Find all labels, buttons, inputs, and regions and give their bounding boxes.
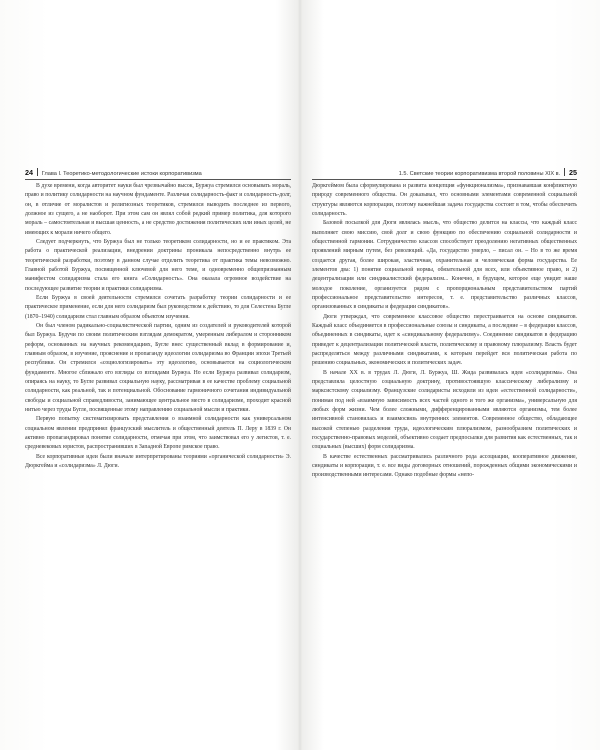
paragraph: Дюркгеймом была сформулирована и развита концепция «функционализма», признававшая конфликтную природу современного общества. Он доказывал, что основными элементами современной социальной структуры являются корпорации, поэтому важнейшая задача государства состоит в том, чтобы обеспечить солидарность. <box>312 183 577 217</box>
left-body-text <box>25 182 291 471</box>
right-page <box>302 0 600 750</box>
running-head-separator <box>37 168 38 176</box>
paragraph: В духе времени, когда авторитет науки был чрезвычайно высок, Буржуа стремился основывать мораль, право и политику солидарности на научном фундаменте. Различая солидарность-факт и солидарность-долг, он, в отличие от моралистов и религиозных теоретиков, стремился выводить последнее из первого, должное из сущего, а не наоборот. При этом сам он являл собой редкий пример политика, для которого мораль – самостоятельная и высшая ценность, а не средство достижения политических или иных целей, не имеющих к морали ничего общего. <box>25 183 291 236</box>
right-body-text <box>312 182 577 481</box>
right-running-head <box>312 167 577 180</box>
paragraph: Если Буржуа в своей деятельности стремился сочетать разработку теории солидарности и ее практическое применение, если для него солидаризм был руководством к действию, то для Селестена Бугле (1870–1940) солидаризм стал главным образом объектом изучения. <box>25 294 291 320</box>
paragraph: Следует подчеркнуть, что Буржуа был не только теоретиком солидарности, но и ее практиком. Эта работа о практической реализации, внедрении доктрины проникала непосредственно внутрь ее теоретической разработки, поэтому в данном случае отделить теоретика от практика темы невозможно. Главной работой Буржуа, посвященной ключевой для него теме, и одновременно общепризнанным манифестом солидаризма стала его книга «Солидарность». Она оказала огромное воздействие на последующее развитие теории и практики солидаризма. <box>25 238 291 292</box>
right-running-head-title: 1.5. Светские теории корпоративизма второй половины XIX в. <box>398 171 561 177</box>
paragraph: В начале XX в. в трудах Л. Дюги, Л. Буржуа, Ш. Жида развивалась идея «солидаризма». Она представляла целостную социальную доктрину, противостоявшую классическому либерализму и марксистскому социализму. Французские солидаристы исходили из идеи «естественной солидарности», понимая под ней «взаимную зависимость всех частей одного и того же организма», универсальную для любых форм жизни. Чем более сложными, дифференцированными являются организмы, тем более интенсивной становилась и взаимосвязь внутренних элементов. Современное общество, обладающее высокой степенью разделения труда, идеологическим плюрализмом, разнообразием политических и государственно-правовых моделей, объективно создает предпосылки для развития как естественных, так и социальных (высших) форм солидаризма. <box>312 369 577 451</box>
left-running-head <box>25 167 291 180</box>
paragraph: В качестве естественных рассматривались различного рода ассоциации, кооперативное движение, синдикаты и корпорации, т. е. все виды договорных отношений, порожденных общими экономическими и производственными интересами. Однако подобные формы «непо- <box>312 453 577 479</box>
right-page-number: 25 <box>569 168 577 177</box>
paragraph: Дюги утверждал, что современное классовое общество перестраивается на основе синдикатов. Каждый класс объединяется в профессиональные союзы и синдикаты, а последние – в федерации классов, объединенных в синдикаты, идет к «синдикальному федерализму». Соединение синдикатов в федерацию приведет к децентрализации политической власти, политическому и правовому плюрализму. Власть будет распределяться между различными синдикатами, к которым перейдет вся политическая работа по решению социальных, экономических и политических задач. <box>312 313 577 367</box>
left-page-number: 24 <box>25 168 33 177</box>
left-page <box>0 0 298 750</box>
running-head-separator <box>564 168 565 176</box>
paragraph: Все корпоративные идеи были вначале интерпретированы теориями «органической солидарности» Э. Дюркгейма и «солидаризма» Л. Дюги. <box>25 453 291 469</box>
paragraph: Он был членом радикально-социалистической партии, одним из создателей и руководителей которой был Буржуа. Будучи по своим политическим взглядам демократом, умеренным либералом и сторонником реформ, основанных на научных рекомендациях, Бугле внес существенный вклад в формирование и, главным образом, в изучение, прояснение и пропаганду идеологии солидаризма во Франции эпохи Третьей республики. Он стремился «социологизировать» эту идеологию, основывается на социологическом фундаменте. Многое сближало его взгляды со взглядами Буржуа. Но если Буржуа развивал солидаризм, опираясь на науку, то Бугле развивал социальную науку, рассматривая в ее качестве проблему социальной солидарности, как реальной, так и потенциальной. Обоснование гармоничного сочетания индивидуальной свободы и социальной справедливости, занимающее центральное место в солидаризме, проходит красной нитью через труды Бугле, посвященные этому направлению социальной мысли и практики. <box>25 322 291 413</box>
left-running-head-title: Глава I. Теоретико-методологические истоки корпоративизма <box>41 171 202 177</box>
paragraph: Первую попытку систематизировать представления о взаимной солидарности как универсальном социальном явлении предпринял французский мыслитель и общественный деятель П. Леру в 1839 г. Он активно пропагандировал понятие солидарности, отмечая при этом, что заимствовал его у легистов, т. е. средневековых юристов, распространивших в Западной Европе римское право. <box>25 416 291 451</box>
paragraph: Базовой посылкой для Дюги являлась мысль, что общество делится на классы, что каждый класс выполняет свою миссию, свой долг и свою функцию по обеспечению социальной солидарности и общественной гармонии. Сотрудничество классов способствует преодолению негативных общественных проявлений мирным путем, без революций. «Да, государство умерло, – писал он. – Но в то же время создается другая, более широкая, эластичная, охранительная и человеческая форма государства. Ее элементов два: 1) понятие социальной нормы, обязательной для всех, или объективное право, и 2) децентрализация или синдикалистский федерализм... Конечно, в будущем, которое еще увидит наше молодое поколение, организуется рядом с пропорциональным представительством партий профессиональное представительство интересов, т. е. представительство различных классов, организованных в синдикаты и федерации синдикатов». <box>312 220 577 311</box>
